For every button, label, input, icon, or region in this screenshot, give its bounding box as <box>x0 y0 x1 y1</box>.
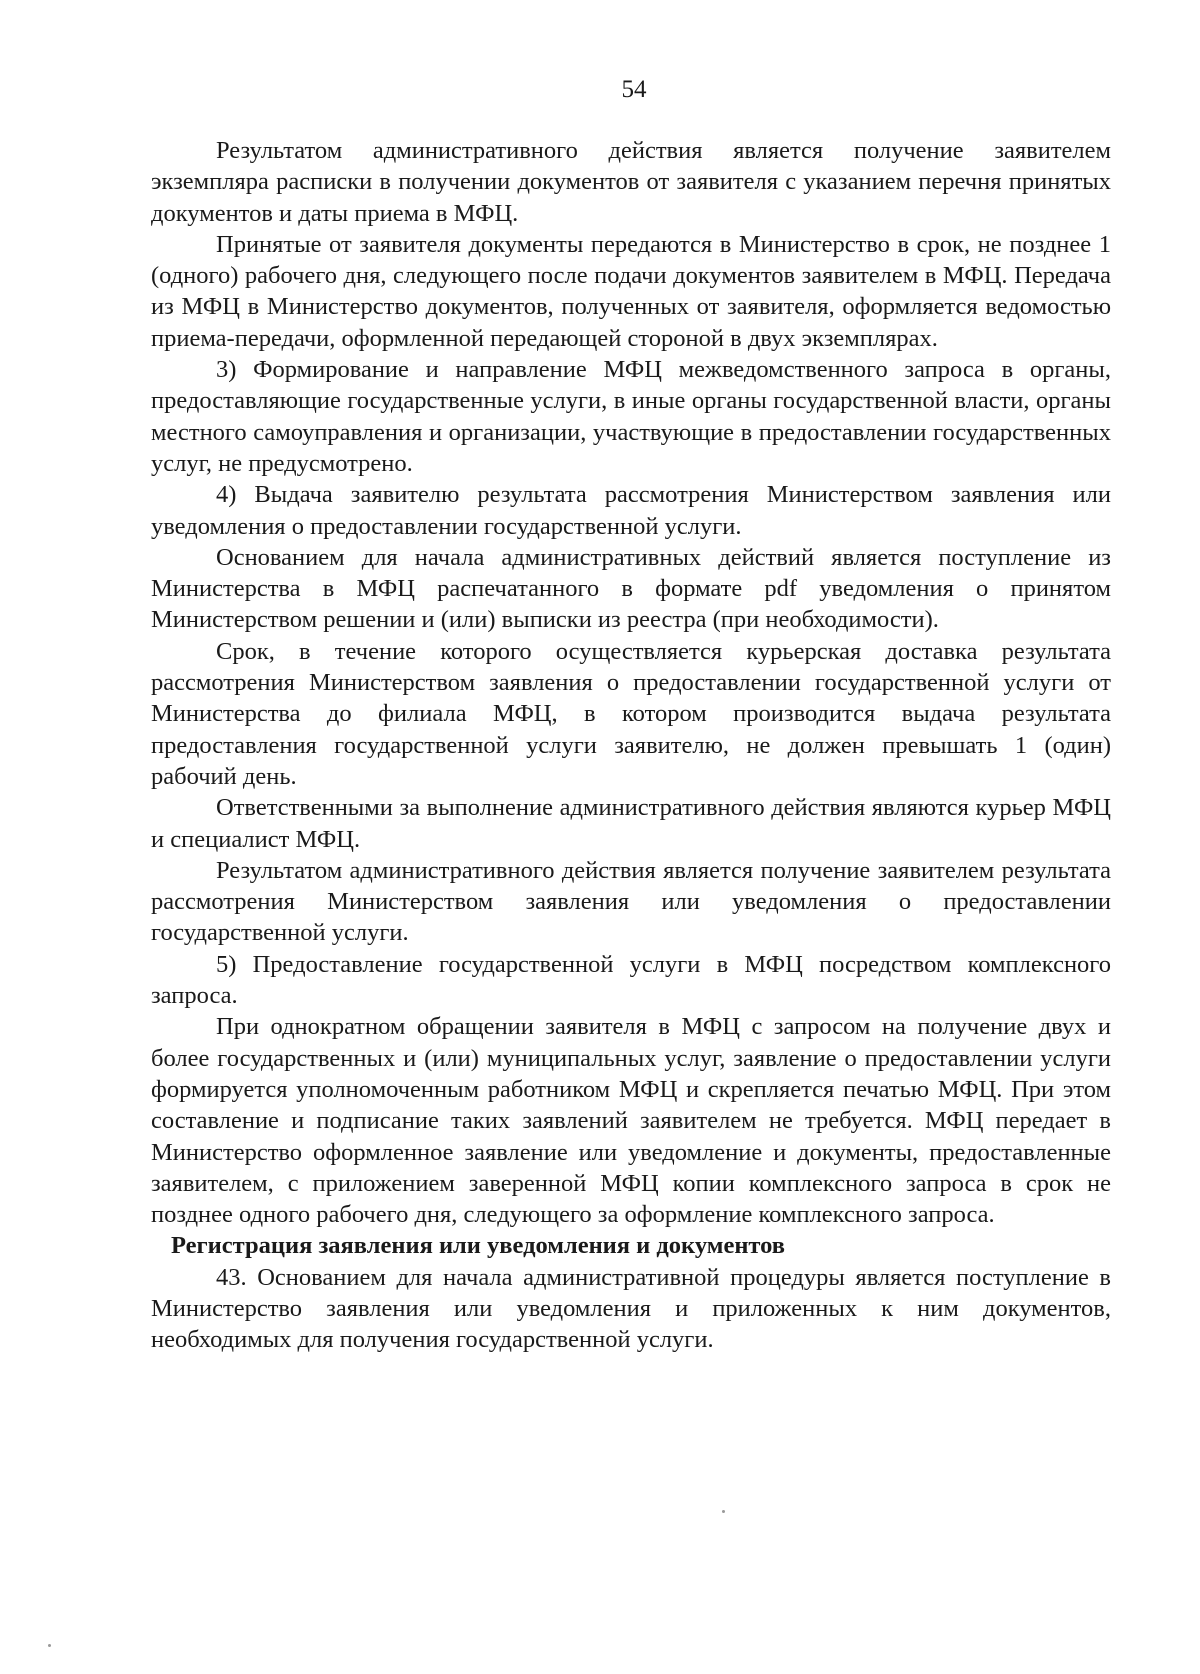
paragraph: 5) Предоставление государственной услуги в МФЦ посредством комплексного запроса. <box>151 950 1111 1010</box>
section-heading: Регистрация заявления или уведомления и документов <box>171 1232 786 1260</box>
paragraph: Принятые от заявителя документы передаются в Министерство в срок, не позднее 1 (одного) рабочего дня, следующего после подачи документов заявителем в МФЦ. Передача из МФЦ в Министерство документов, полученных от заявителя, оформляется ведомостью приема-передачи, оформленной передающей стороной в двух экземплярах. <box>151 230 1111 352</box>
scan-speck <box>722 1510 725 1513</box>
paragraph: 3) Формирование и направление МФЦ межведомственного запроса в органы, предоставляющие государственные услуги, в иные органы государственной власти, органы местного самоуправления и организации, участвующие в предоставлении государственных услуг, не предусмотрено. <box>151 356 1111 477</box>
paragraph: Ответственными за выполнение административного действия являются курьер МФЦ и специалист МФЦ. <box>151 794 1111 853</box>
paragraph: При однократном обращении заявителя в МФЦ с запросом на получение двух и более государственных и (или) муниципальных услуг, заявление о предоставлении услуги формируется уполномоченным работником МФЦ и скрепляется печатью МФЦ. При этом составление и подписание таких заявлений заявителем не требуется. МФЦ передает в Министерство оформленное заявление или уведомление и документы, предоставленные заявителем, с приложением заверенной МФЦ копии комплексного запроса в срок не позднее одного рабочего дня, следующего за оформление комплексного запроса. <box>151 1013 1111 1229</box>
scan-speck <box>48 1644 51 1647</box>
document-body <box>151 135 1111 1356</box>
paragraph: Результатом административного действия является получение заявителем экземпляра расписки в получении документов от заявителя с указанием перечня принятых документов и даты приема в МФЦ. <box>151 137 1111 227</box>
paragraph: Результатом административного действия является получение заявителем результата рассмотрения Министерством заявления или уведомления о предоставлении государственной услуги. <box>151 856 1111 947</box>
section-paragraph: 43. Основанием для начала административной процедуры является поступление в Министерство заявления или уведомления и приложенных к ним документов, необходимых для получения государственной услуги. <box>151 1263 1111 1354</box>
page-number: 54 <box>621 76 647 103</box>
paragraph: Срок, в течение которого осуществляется курьерская доставка результата рассмотрения Министерством заявления о предоставлении государственной услуги от Министерства до филиала МФЦ, в котором производится выдача результата предоставления государственной услуги заявителю, не должен превышать 1 (один) рабочий день. <box>151 637 1111 790</box>
paragraph: 4) Выдача заявителю результата рассмотрения Министерством заявления или уведомления о предоставлении государственной услуги. <box>151 481 1111 540</box>
paragraph: Основанием для начала административных действий является поступление из Министерства в МФЦ распечатанного в формате pdf уведомления о принятом Министерством решении и (или) выписки из реестра (при необходимости). <box>151 543 1111 634</box>
